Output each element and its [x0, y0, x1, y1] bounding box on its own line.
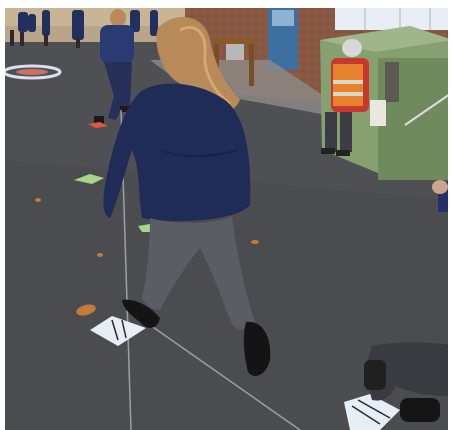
window [335, 8, 453, 30]
